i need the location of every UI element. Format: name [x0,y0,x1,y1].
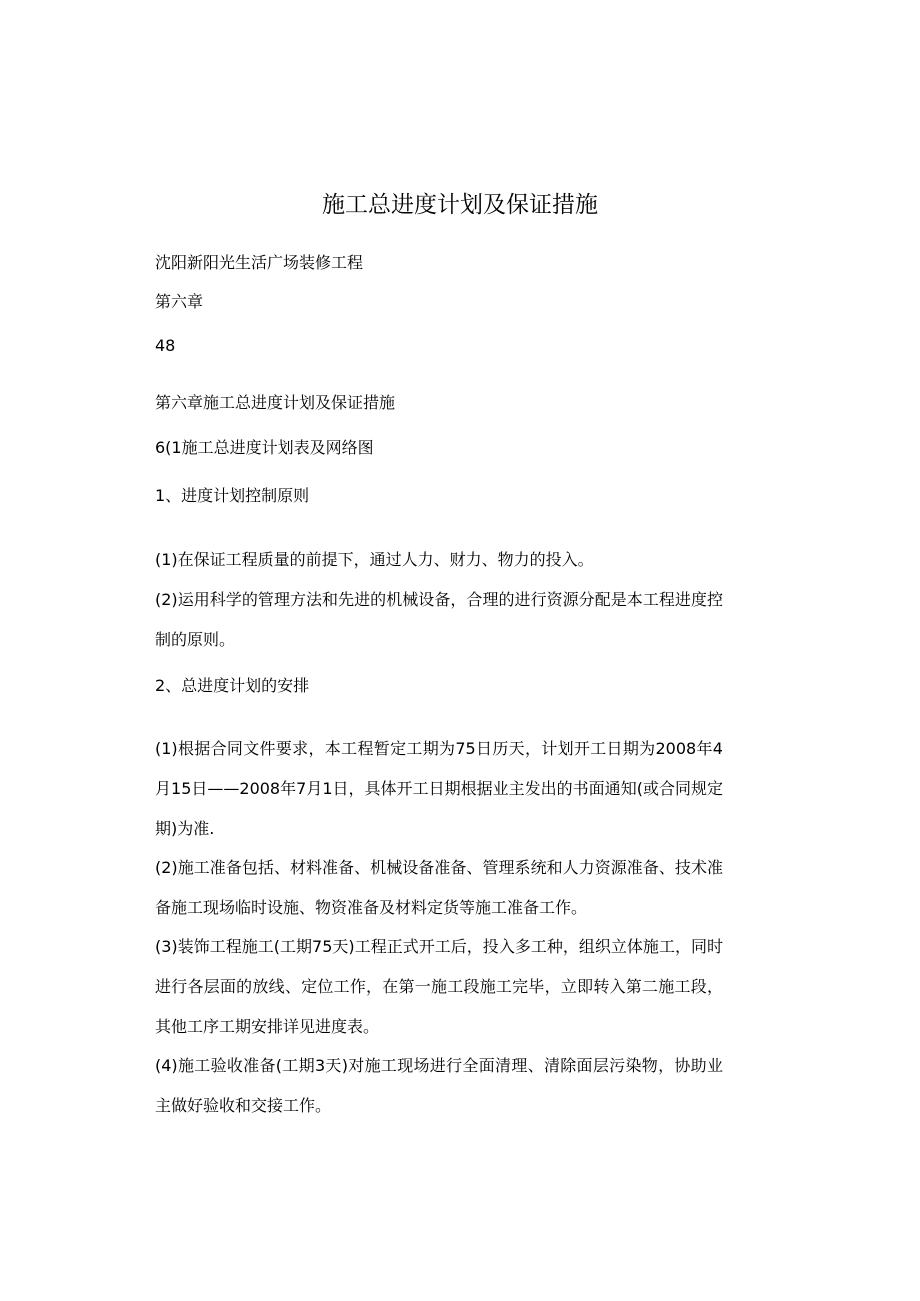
header-project-name: 沈阳新阳光生活广场装修工程 [155,253,364,272]
section-heading: 6(1施工总进度计划表及网络图 [155,438,374,457]
paragraph: (1)根据合同文件要求，本工程暂定工期为75日历天，计划开工日期为2008年4月15日——2008年7月1日，具体开工日期根据业主发出的书面通知(或合同规定期)为准. [155,739,723,838]
paragraph: (3)装饰工程施工(工期75天)工程正式开工后，投入多工种，组织立体施工，同时进行各层面的放线、定位工作，在第一施工段施工完毕，立即转入第二施工段，其他工序工期安排详见进度表。 [155,937,723,1036]
chapter-heading: 第六章施工总进度计划及保证措施 [155,393,396,412]
page-number: 48 [155,336,176,355]
paragraph: (2)施工准备包括、材料准备、机械设备准备、管理系统和人力资源准备、技术准备施工现场临时设施、物资准备及材料定货等施工准备工作。 [155,858,723,917]
header-chapter: 第六章 [155,292,204,311]
paragraph: (4)施工验收准备(工期3天)对施工现场进行全面清理、清除面层污染物，协助业主做好验收和交接工作。 [155,1056,723,1115]
subsection-2-heading: 2、总进度计划的安排 [155,676,310,695]
paragraph: (2)运用科学的管理方法和先进的机械设备，合理的进行资源分配是本工程进度控制的原则。 [155,590,723,649]
paragraph: (1)在保证工程质量的前提下，通过人力、财力、物力的投入。 [155,550,594,569]
subsection-1-heading: 1、进度计划控制原则 [155,486,310,505]
document-title: 施工总进度计划及保证措施 [322,192,598,218]
